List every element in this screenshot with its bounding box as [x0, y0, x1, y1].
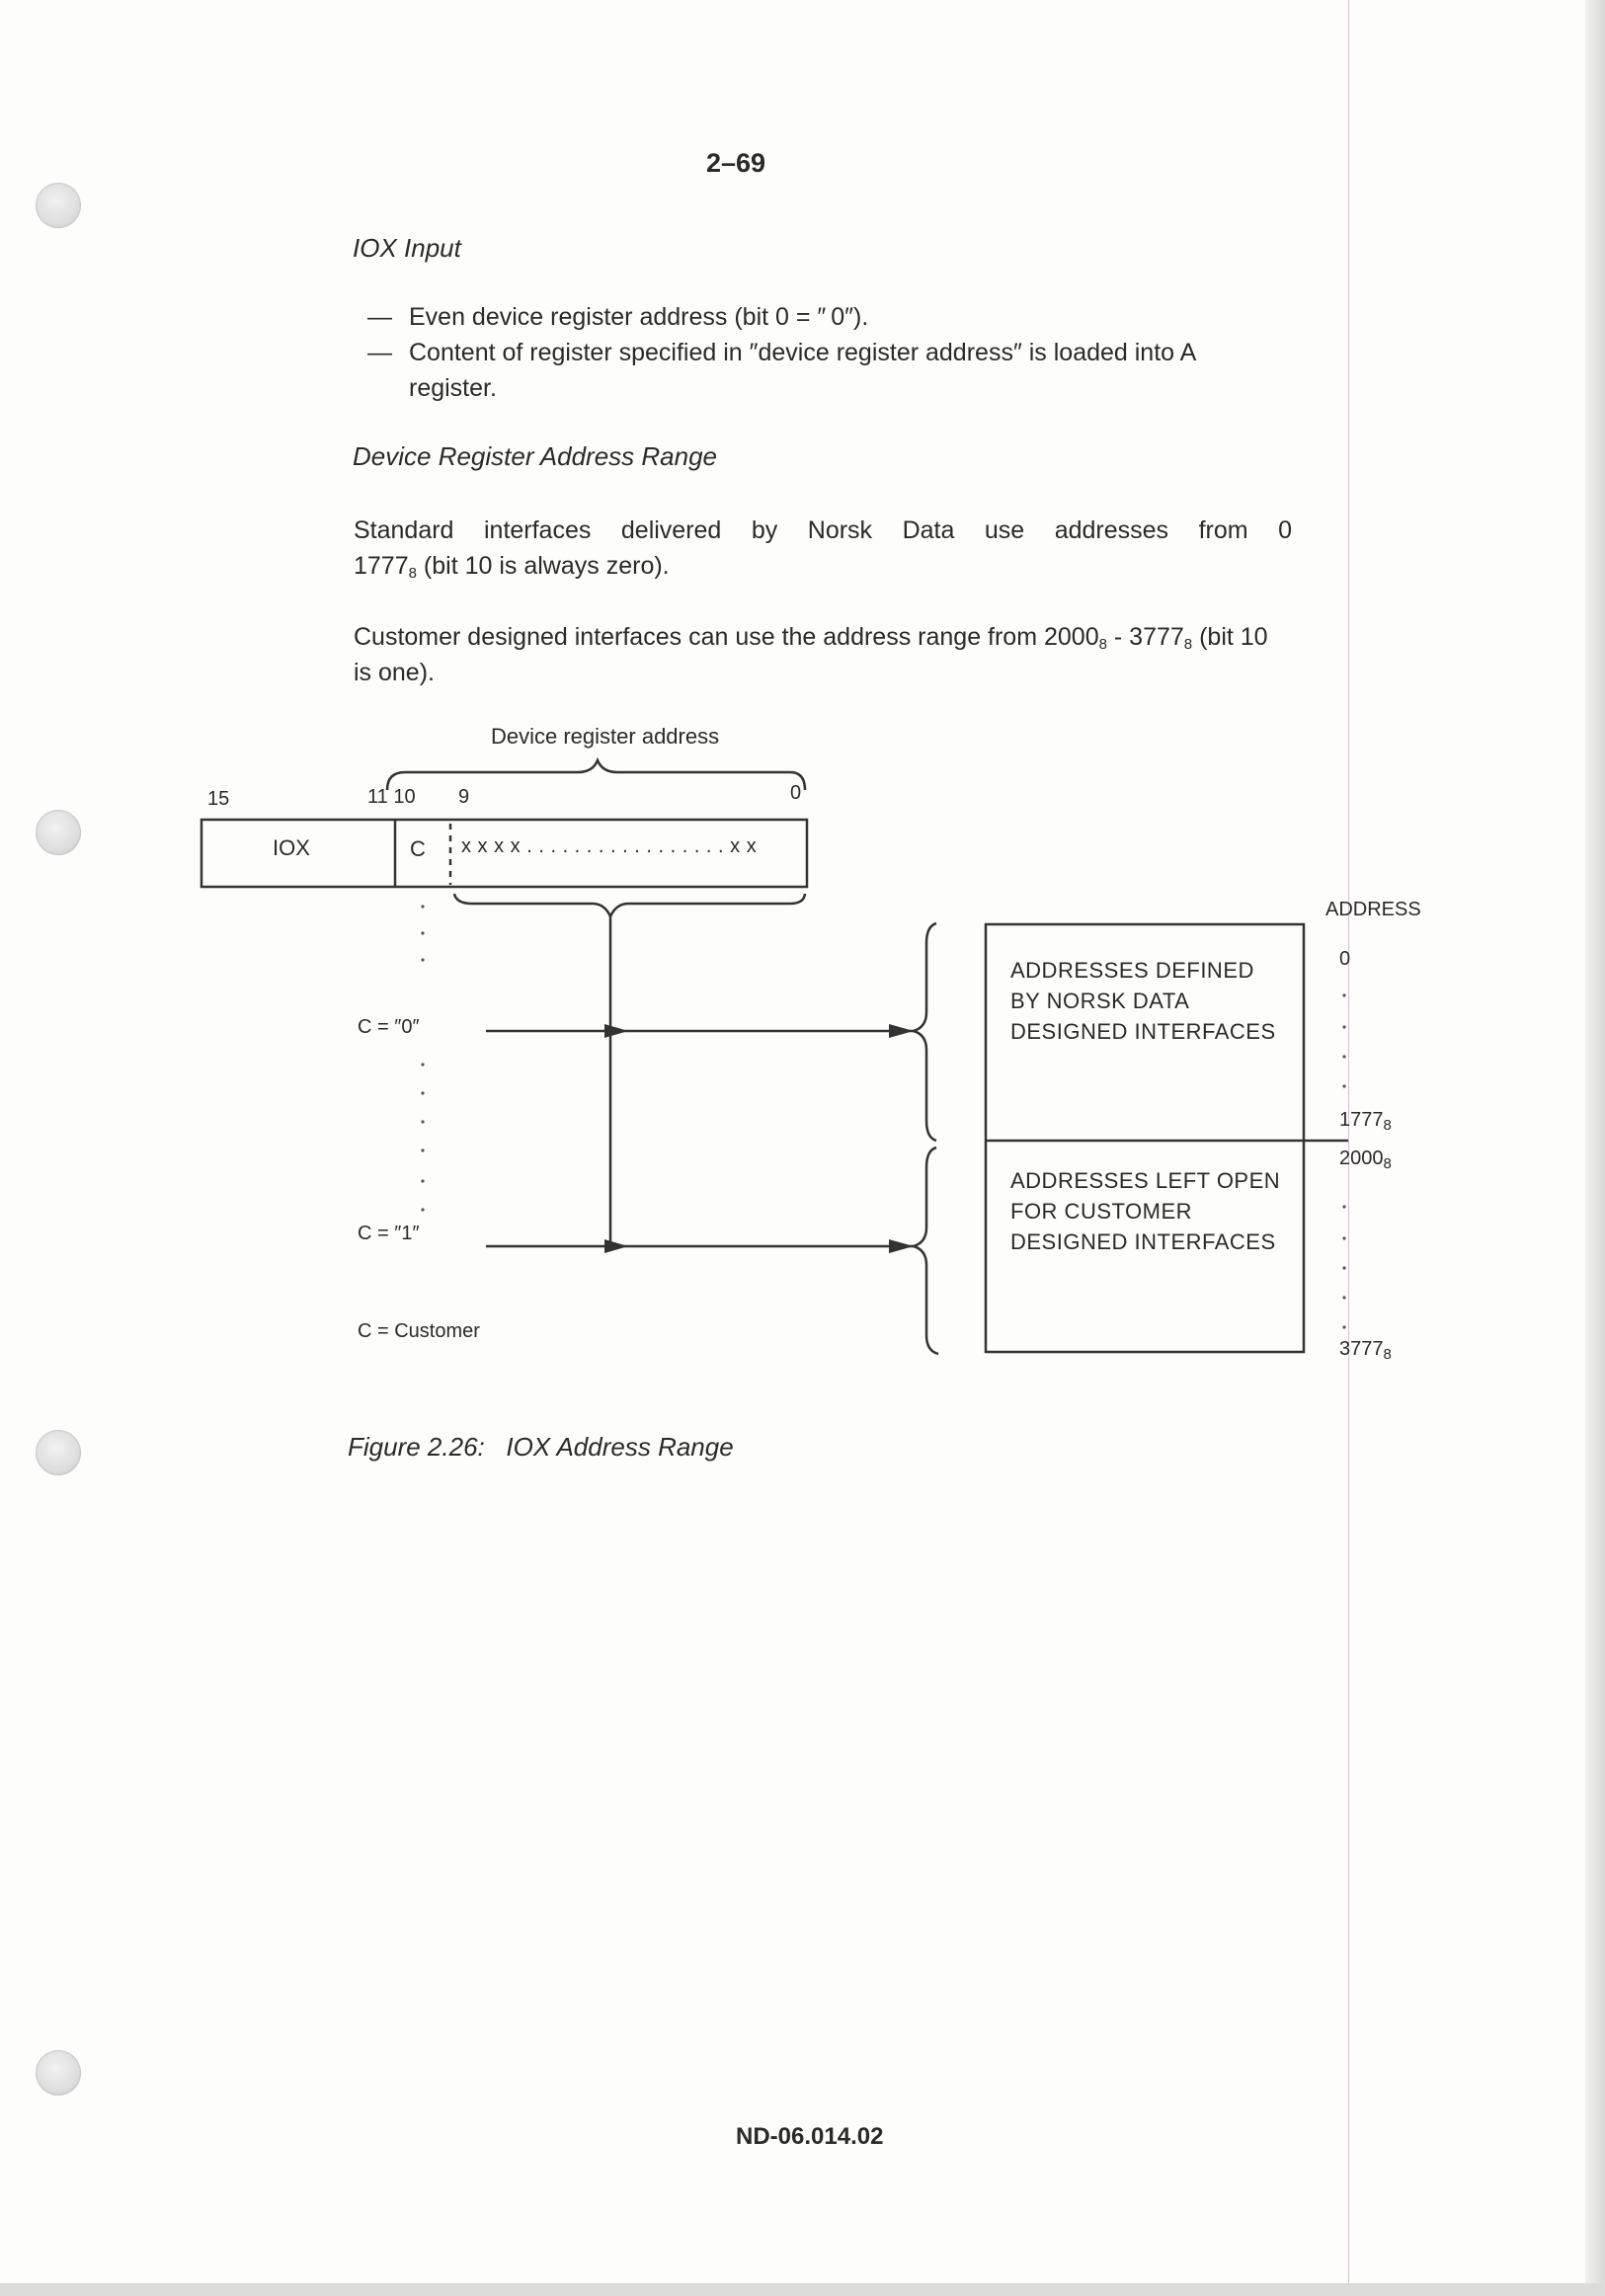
address-3777: $3777_8$: [1339, 1338, 1392, 1363]
legend-label: C = Customer: [358, 1320, 480, 1342]
bit-label-0: 0: [790, 782, 802, 804]
arrow-head: [604, 1024, 628, 1038]
address-1777: $1777_8$: [1339, 1109, 1392, 1134]
section-heading: IOX Input: [353, 233, 461, 263]
bit-label-9: 9: [458, 786, 470, 808]
box-line: DESIGNED INTERFACES: [1010, 1229, 1276, 1254]
box-line: ADDRESSES DEFINED: [1010, 958, 1254, 983]
arrow-head: [889, 1239, 914, 1253]
address-0: 0: [1339, 948, 1351, 970]
arrow-head: [604, 1239, 628, 1253]
bullet-text: Content of register specified in ″device register address″ is loaded into A: [409, 339, 1197, 366]
iox-field-label: IOX: [273, 835, 310, 860]
bit-label-15: 15: [207, 788, 230, 810]
c-bit-label: C: [410, 836, 426, 861]
device-register-label: Device register address: [491, 724, 720, 749]
paragraph-line: Customer designed interfaces can use the address range from $2000_8 - 3777_8$ (bit 10: [354, 623, 1268, 653]
bullet-dash: —: [367, 339, 392, 366]
address-header: ADDRESS: [1325, 899, 1421, 920]
figure-caption: Figure 2.26: IOX Address Range: [348, 1432, 734, 1462]
bullet-dash: —: [367, 303, 392, 331]
box-line: BY NORSK DATA: [1010, 989, 1190, 1013]
box-line: DESIGNED INTERFACES: [1010, 1019, 1276, 1044]
c0-label: C = ″0″: [358, 1016, 420, 1038]
paragraph-line: Standard interfaces delivered by Norsk Data use addresses from 0: [354, 516, 1292, 544]
address-2000: $2000_8$: [1339, 1148, 1392, 1172]
section-heading: Device Register Address Range: [353, 441, 717, 471]
box-customer-text: [1010, 1165, 1280, 1257]
c1-label: C = ″1″: [358, 1223, 420, 1244]
arrow-head: [889, 1024, 914, 1038]
bits-pattern: x x x x . . . . . . . . . . . . . . . . . x x: [461, 835, 758, 857]
bit-label-11-10: 11 10: [367, 786, 416, 808]
brace-norsk: [914, 923, 936, 1141]
page-number: 2–69: [706, 148, 766, 178]
box-line: ADDRESSES LEFT OPEN: [1010, 1168, 1281, 1193]
top-brace: [387, 760, 805, 790]
paragraph-line: is one).: [354, 659, 435, 686]
brace-customer: [914, 1148, 938, 1354]
bullet-text-continued: register.: [409, 374, 497, 402]
box-line: FOR CUSTOMER: [1010, 1199, 1193, 1224]
document-number: ND-06.014.02: [736, 2123, 884, 2150]
box-norsk-text: [1010, 955, 1276, 1047]
paragraph-line: $1777_8$ (bit 10 is always zero).: [354, 552, 670, 582]
bottom-brace: [454, 894, 805, 916]
bullet-text: Even device register address (bit 0 = ″ 0″).: [409, 303, 869, 331]
